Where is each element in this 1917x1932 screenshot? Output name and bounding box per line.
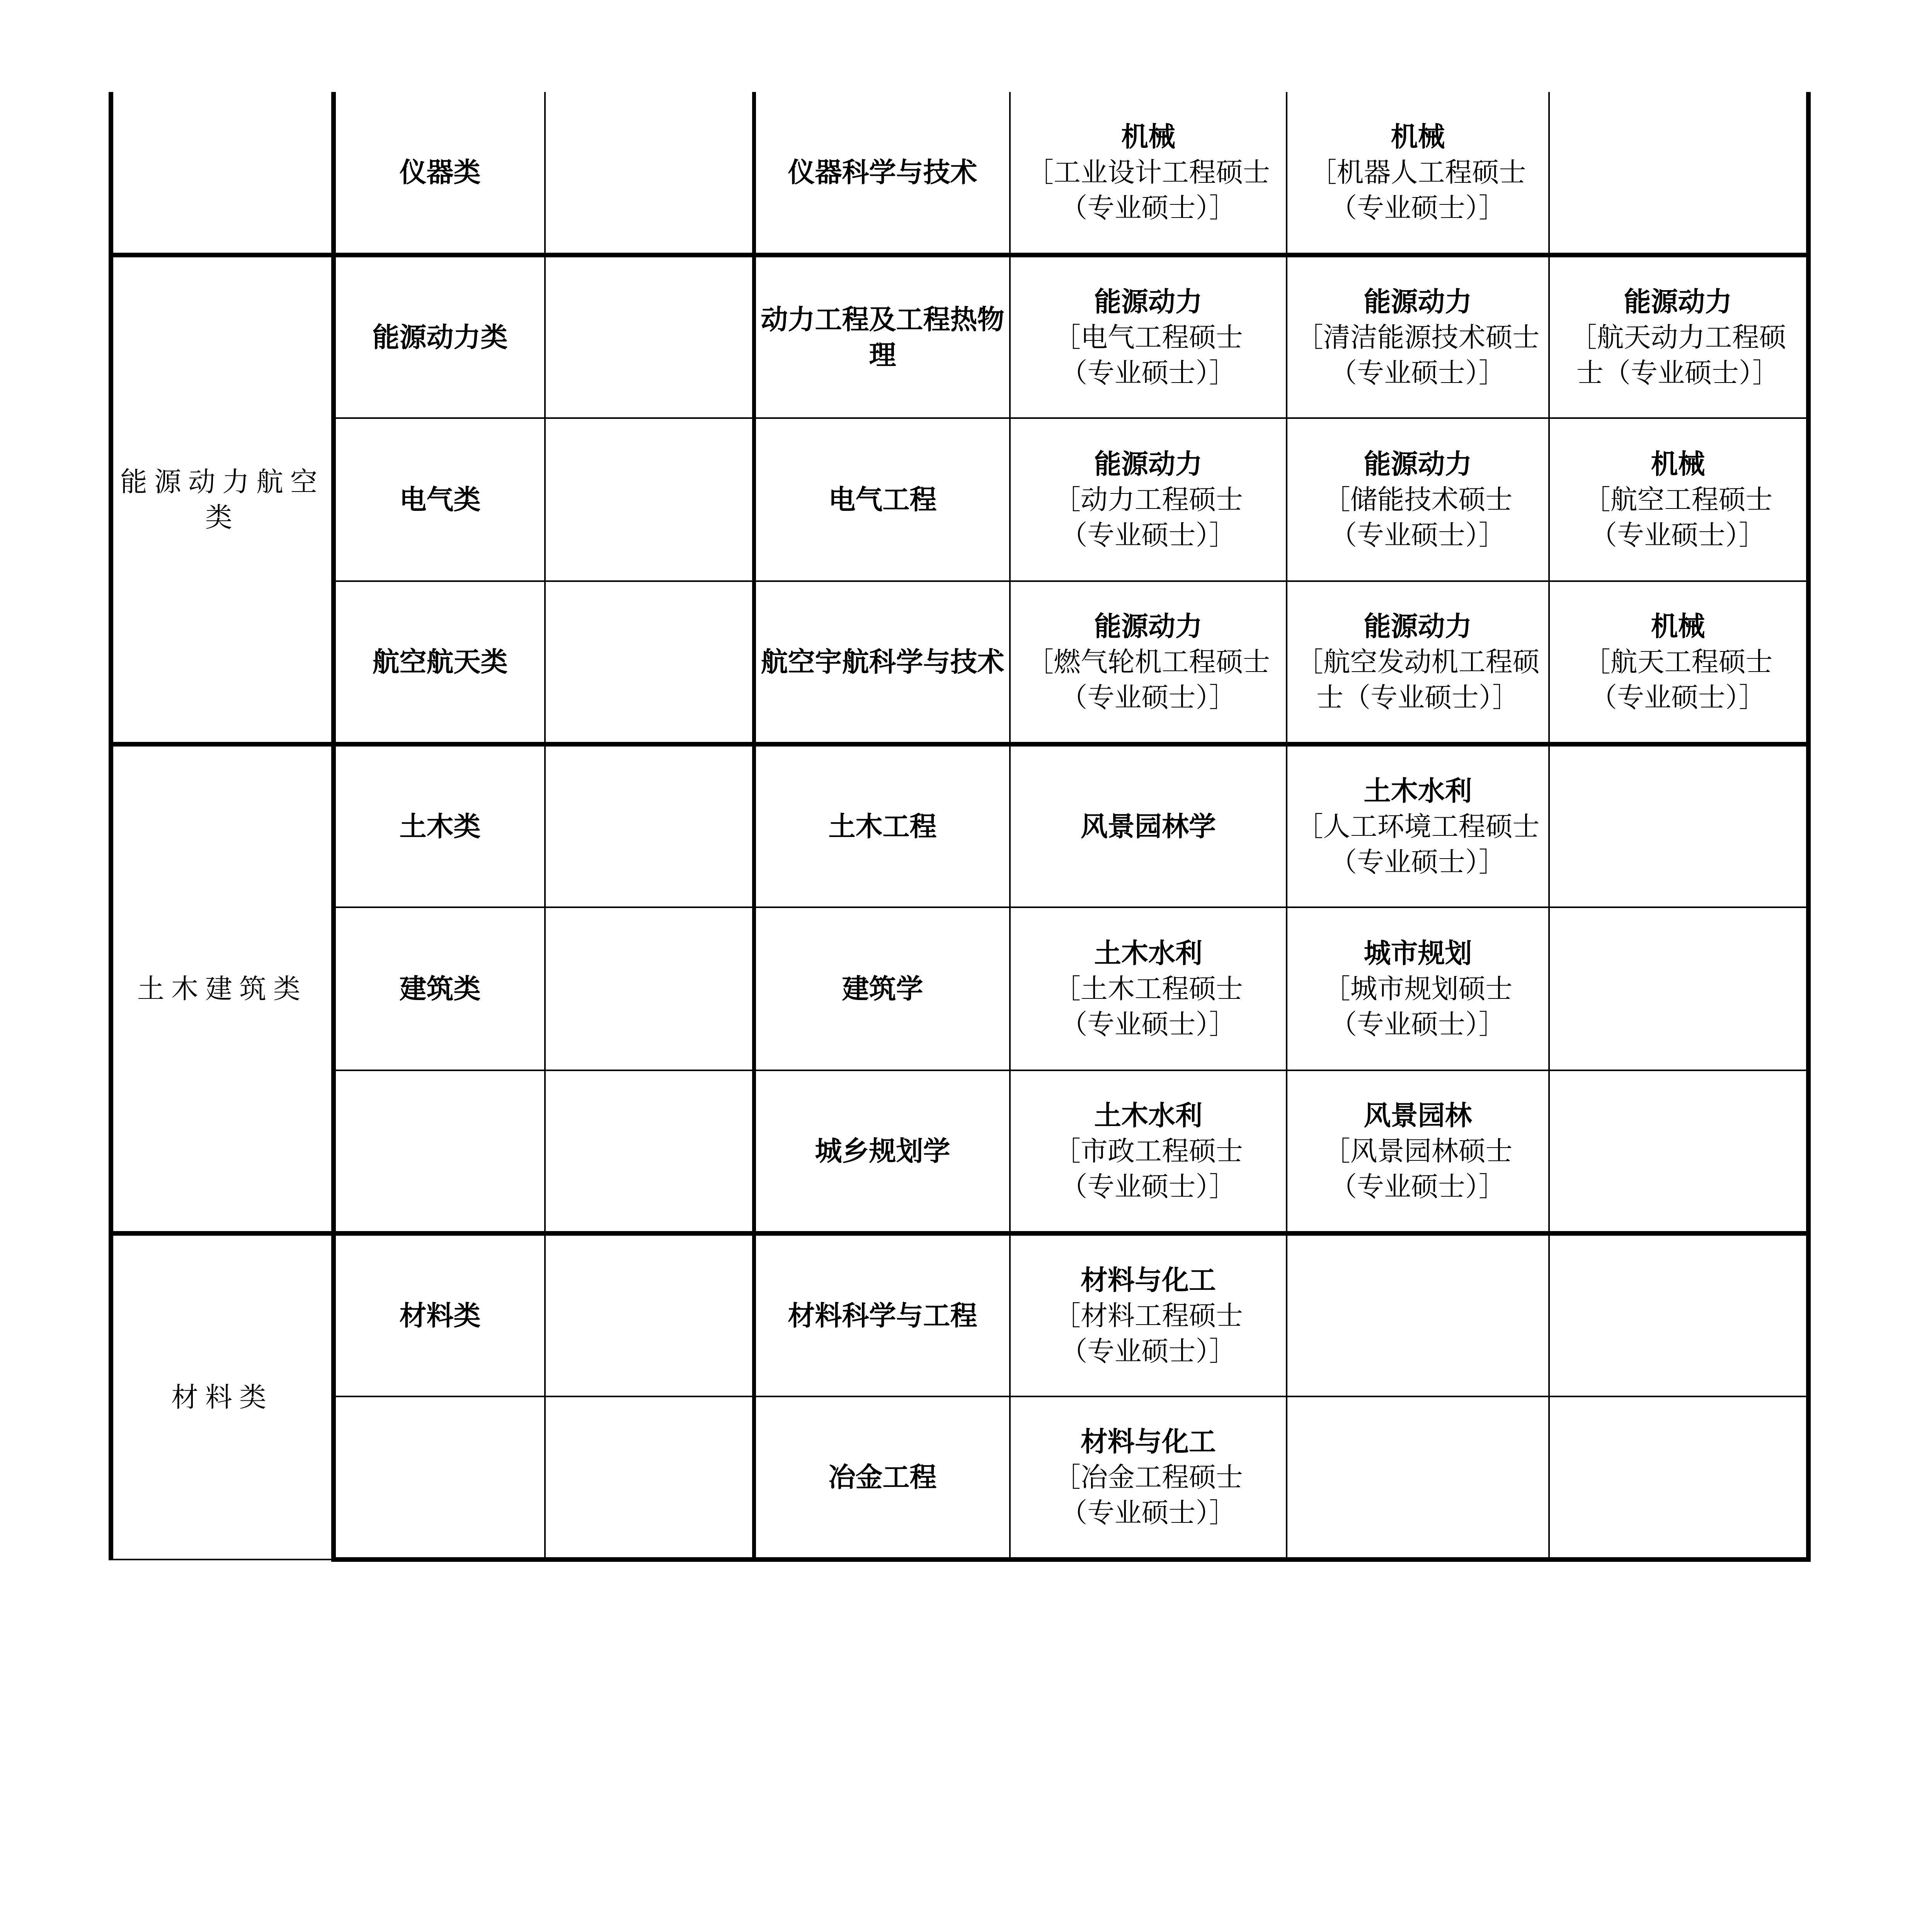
blank-cell — [545, 255, 754, 418]
option-sub: ［风景园林硕士 — [1323, 1135, 1513, 1167]
option-block — [1015, 446, 1281, 553]
table-row — [111, 92, 1808, 255]
option-header: 土木水利 — [1094, 1100, 1202, 1131]
option-block — [1015, 935, 1281, 1042]
option-sub: ［材料工程硕士 — [1054, 1300, 1243, 1332]
blank-cell — [545, 1396, 754, 1560]
option-sub: ［清洁能源技术硕士 — [1296, 321, 1540, 353]
option-tail: （专业硕士）］ — [1060, 357, 1236, 389]
option-header: 能源动力 — [1094, 448, 1202, 480]
major-cell: 动力工程及工程热物理 — [754, 255, 1010, 418]
option-tail: （专业硕士）］ — [1060, 1497, 1236, 1529]
option-cell — [1287, 907, 1549, 1070]
option-cell — [1010, 744, 1287, 907]
option-sub: ［航空发动机工程硕 — [1296, 646, 1540, 678]
option-tail: （专业硕士）］ — [1330, 519, 1506, 551]
option-cell — [1010, 418, 1287, 581]
option-cell — [1549, 1233, 1808, 1396]
option-cell — [1010, 907, 1287, 1070]
option-cell — [1549, 744, 1808, 907]
option-header: 机械 — [1121, 121, 1175, 153]
table-row — [111, 907, 1808, 1070]
option-cell — [1287, 744, 1549, 907]
option-header: 风景园林 — [1364, 1100, 1472, 1131]
category-cell: 建筑类 — [334, 907, 545, 1070]
option-cell — [1010, 92, 1287, 255]
option-header: 城市规划 — [1364, 937, 1472, 969]
option-cell — [1287, 581, 1549, 744]
option-block — [1554, 609, 1801, 715]
option-block — [1292, 773, 1544, 880]
option-cell — [1287, 418, 1549, 581]
option-tail: （专业硕士）］ — [1330, 1171, 1506, 1202]
option-tail: （专业硕士）］ — [1330, 192, 1506, 224]
option-sub: ［冶金工程硕士 — [1054, 1461, 1243, 1493]
option-tail: （专业硕士）］ — [1590, 682, 1766, 713]
option-tail: （专业硕士）］ — [1060, 1171, 1236, 1202]
major-cell: 材料科学与工程 — [754, 1233, 1010, 1396]
option-header: 能源动力 — [1094, 611, 1202, 642]
option-cell — [1010, 255, 1287, 418]
option-header: 土木水利 — [1364, 775, 1472, 807]
option-tail: 士（专业硕士）］ — [1316, 682, 1519, 713]
option-header: 能源动力 — [1094, 286, 1202, 318]
group-name-cell: 土木建筑类 — [111, 744, 334, 1233]
category-cell — [334, 1396, 545, 1560]
category-cell: 材料类 — [334, 1233, 545, 1396]
option-header: 能源动力 — [1364, 448, 1472, 480]
option-sub: ［电气工程硕士 — [1054, 321, 1243, 353]
option-tail: （专业硕士）］ — [1330, 1009, 1506, 1040]
option-sub: ［航天工程硕士 — [1583, 646, 1773, 678]
table-row — [111, 744, 1808, 907]
option-block — [1015, 1424, 1281, 1531]
option-header: 能源动力 — [1364, 286, 1472, 318]
option-sub: ［工业设计工程硕士 — [1027, 156, 1270, 188]
blank-cell — [545, 418, 754, 581]
blank-cell — [545, 92, 754, 255]
group-name-cell — [111, 92, 334, 255]
option-cell — [1287, 1396, 1549, 1560]
option-cell — [1549, 255, 1808, 418]
option-block — [1292, 446, 1544, 553]
option-sub: ［城市规划硕士 — [1323, 973, 1513, 1005]
option-header: 机械 — [1391, 121, 1445, 153]
option-cell — [1549, 1396, 1808, 1560]
option-block — [1015, 1098, 1281, 1204]
option-header: 土木水利 — [1094, 937, 1202, 969]
option-tail: （专业硕士）］ — [1590, 519, 1766, 551]
option-header: 能源动力 — [1624, 286, 1732, 318]
option-sub: ［机器人工程硕士 — [1309, 156, 1526, 188]
major-cell: 城乡规划学 — [754, 1070, 1010, 1233]
category-cell: 能源动力类 — [334, 255, 545, 418]
table-row — [111, 581, 1808, 744]
option-cell — [1549, 418, 1808, 581]
option-block — [1015, 119, 1281, 226]
table-row — [111, 1070, 1808, 1233]
option-block — [1292, 284, 1544, 391]
option-cell — [1549, 581, 1808, 744]
table-row — [111, 418, 1808, 581]
option-cell — [1287, 255, 1549, 418]
option-cell — [1549, 92, 1808, 255]
option-tail: （专业硕士）］ — [1060, 519, 1236, 551]
blank-cell — [545, 907, 754, 1070]
table-row — [111, 1233, 1808, 1396]
major-cell: 土木工程 — [754, 744, 1010, 907]
option-sub: ［人工环境工程硕士 — [1296, 811, 1540, 842]
option-sub: ［航天动力工程硕 — [1570, 321, 1786, 353]
blank-cell — [545, 1233, 754, 1396]
option-header: 材料与化工 — [1081, 1264, 1216, 1296]
option-header: 能源动力 — [1364, 611, 1472, 642]
major-cell: 电气工程 — [754, 418, 1010, 581]
blank-cell — [545, 1070, 754, 1233]
major-cell: 航空宇航科学与技术 — [754, 581, 1010, 744]
blank-cell — [545, 744, 754, 907]
option-header: 机械 — [1651, 448, 1705, 480]
option-tail: （专业硕士）］ — [1330, 357, 1506, 389]
group-name-cell: 能源动力航空类 — [111, 255, 334, 744]
option-cell — [1287, 1070, 1549, 1233]
option-tail: 士（专业硕士）］ — [1577, 357, 1779, 389]
option-sub: ［航空工程硕士 — [1583, 484, 1773, 515]
option-block — [1554, 446, 1801, 553]
option-block — [1292, 935, 1544, 1042]
option-header: 风景园林学 — [1081, 811, 1216, 842]
major-cell: 仪器科学与技术 — [754, 92, 1010, 255]
option-cell — [1549, 1070, 1808, 1233]
option-cell — [1010, 1233, 1287, 1396]
option-tail: （专业硕士）］ — [1060, 1009, 1236, 1040]
table-body — [111, 92, 1808, 1560]
category-cell: 土木类 — [334, 744, 545, 907]
option-cell — [1549, 907, 1808, 1070]
category-cell — [334, 1070, 545, 1233]
option-block — [1292, 609, 1544, 715]
category-cell: 仪器类 — [334, 92, 545, 255]
group-name-cell: 材料类 — [111, 1233, 334, 1560]
option-block — [1554, 284, 1801, 391]
option-cell — [1010, 581, 1287, 744]
option-block — [1015, 809, 1281, 844]
option-block — [1292, 1098, 1544, 1204]
major-cell: 冶金工程 — [754, 1396, 1010, 1560]
option-block — [1015, 1262, 1281, 1369]
blank-cell — [545, 581, 754, 744]
option-cell — [1287, 92, 1549, 255]
option-sub: ［储能技术硕士 — [1323, 484, 1513, 515]
option-sub: ［燃气轮机工程硕士 — [1027, 646, 1270, 678]
table-row — [111, 255, 1808, 418]
option-cell — [1010, 1070, 1287, 1233]
category-cell: 电气类 — [334, 418, 545, 581]
option-tail: （专业硕士）］ — [1330, 846, 1506, 878]
option-tail: （专业硕士）］ — [1060, 192, 1236, 224]
option-header: 材料与化工 — [1081, 1426, 1216, 1458]
option-cell — [1287, 1233, 1549, 1396]
option-tail: （专业硕士）］ — [1060, 682, 1236, 713]
table-row — [111, 1396, 1808, 1560]
option-block — [1015, 609, 1281, 715]
option-sub: ［动力工程硕士 — [1054, 484, 1243, 515]
category-cell: 航空航天类 — [334, 581, 545, 744]
option-block — [1292, 119, 1544, 226]
option-sub: ［土木工程硕士 — [1054, 973, 1243, 1005]
option-tail: （专业硕士）］ — [1060, 1335, 1236, 1367]
option-block — [1015, 284, 1281, 391]
option-cell — [1010, 1396, 1287, 1560]
program-mapping-table — [109, 92, 1811, 1562]
major-cell: 建筑学 — [754, 907, 1010, 1070]
option-sub: ［市政工程硕士 — [1054, 1135, 1243, 1167]
option-header: 机械 — [1651, 611, 1705, 642]
